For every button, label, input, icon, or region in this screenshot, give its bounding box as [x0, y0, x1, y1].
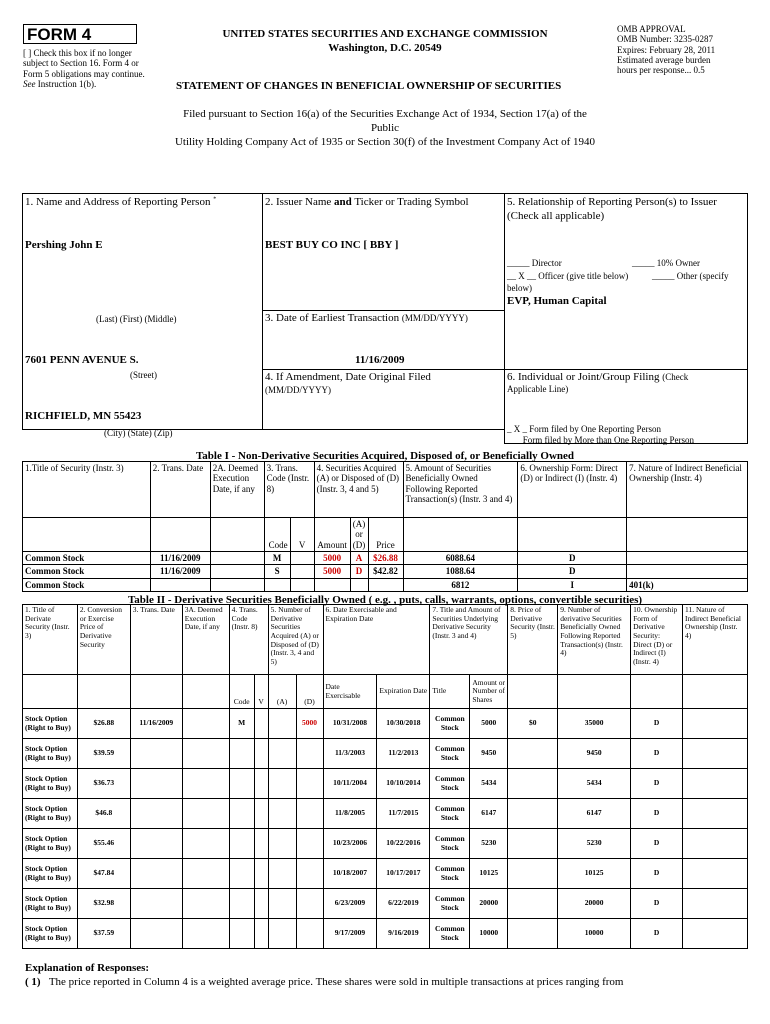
issuer-value: BEST BUY CO INC [ BBY ]	[265, 239, 399, 251]
t1-sub-amount: Amount	[314, 518, 350, 552]
street-label: (Street)	[130, 370, 157, 380]
t2-sub-code: Code	[229, 675, 254, 709]
t2-owned: 10000	[558, 919, 631, 949]
box-reporting-person	[22, 193, 263, 430]
t2-deemed	[182, 709, 229, 739]
t2-shares: 6147	[470, 799, 508, 829]
t2-underlying-title: Common Stock	[430, 709, 470, 739]
t2-a	[268, 739, 296, 769]
t2-price: $36.73	[77, 769, 130, 799]
agency-city: Washington, D.C. 20549	[328, 42, 442, 54]
t2-d	[296, 739, 323, 769]
table-row	[23, 919, 748, 949]
t2-v	[254, 859, 268, 889]
t2-date	[130, 739, 182, 769]
t2-code	[229, 889, 254, 919]
table-row	[23, 769, 748, 799]
officer-title: EVP, Human Capital	[507, 295, 607, 307]
t2-shares: 5434	[470, 769, 508, 799]
t2-price: $26.88	[77, 709, 130, 739]
director-checkbox[interactable]: _____ Director	[507, 258, 562, 268]
box2-label: 2. Issuer Name and Ticker or Trading Symbol	[265, 196, 469, 208]
t2-owned: 5230	[558, 829, 631, 859]
t2-sub-title: Title	[430, 675, 470, 709]
t2-d	[296, 859, 323, 889]
t2-date	[130, 799, 182, 829]
box4-label: 4. If Amendment, Date Original Filed	[265, 371, 431, 383]
omb-approval: OMB APPROVAL OMB Number: 3235-0287 Expires: February 28, 2011 Estimated average burden hours per response... 0.5	[617, 24, 716, 76]
t2-exercisable: 10/23/2006	[323, 829, 377, 859]
table-row	[23, 709, 748, 739]
t2-price: $39.59	[77, 739, 130, 769]
t2-d	[296, 799, 323, 829]
filed-pursuant: Filed pursuant to Section 16(a) of the Securities Exchange Act of 1934, Section 17(a) of the Public Utility Holding Company Act of 1935 or Section 30(f) of the Investment Company Act of 1940	[174, 108, 596, 148]
t2-h-exercisable: 6. Date Exercisable and Expiration Date	[323, 605, 430, 675]
t2-h-date: 3. Trans. Date	[130, 605, 182, 675]
t2-expiration: 10/10/2014	[377, 769, 430, 799]
t2-title: Stock Option (Right to Buy)	[23, 859, 78, 889]
t2-d: 5000	[296, 709, 323, 739]
t2-a	[268, 889, 296, 919]
t2-a	[268, 769, 296, 799]
t2-date	[130, 859, 182, 889]
t1-h-title: 1.Title of Security (Instr. 3)	[23, 462, 151, 518]
t1-h-amount: 5. Amount of Securities Beneficially Owned Following Reported Transaction(s) (Instr. 3 and 4)	[403, 462, 518, 518]
t2-expiration: 10/30/2018	[377, 709, 430, 739]
name-parts-label: (Last) (First) (Middle)	[96, 314, 177, 324]
t2-form: D	[631, 799, 683, 829]
t2-a	[268, 799, 296, 829]
t2-nature	[682, 739, 747, 769]
t2-v	[254, 799, 268, 829]
t1-h-form: 6. Ownership Form: Direct (D) or Indirect (I) (Instr. 4)	[518, 462, 627, 518]
t2-underlying-title: Common Stock	[430, 889, 470, 919]
box4-format: (MM/DD/YYYY)	[265, 385, 331, 395]
t2-owned: 5434	[558, 769, 631, 799]
t2-deemed	[182, 829, 229, 859]
t2-deemed	[182, 859, 229, 889]
t1-h-securities: 4. Securities Acquired (A) or Disposed of (D) (Instr. 3, 4 and 5)	[314, 462, 403, 518]
t2-nature	[682, 829, 747, 859]
t2-expiration: 6/22/2019	[377, 889, 430, 919]
table-row	[23, 829, 748, 859]
t2-underlying-title: Common Stock	[430, 919, 470, 949]
t2-underlying-title: Common Stock	[430, 829, 470, 859]
t2-deemed	[182, 739, 229, 769]
table1-title: Table I - Non-Derivative Securities Acquired, Disposed of, or Beneficially Owned	[195, 450, 575, 462]
t2-exercisable: 9/17/2009	[323, 919, 377, 949]
table2	[22, 604, 748, 949]
t2-underlying-title: Common Stock	[430, 769, 470, 799]
t2-owned: 35000	[558, 709, 631, 739]
multi-person-checkbox[interactable]: ___ Form filed by More than One Reporting Person	[507, 435, 694, 445]
t1-h-deemed: 2A. Deemed Execution Date, if any	[210, 462, 264, 518]
t2-d	[296, 889, 323, 919]
t2-v	[254, 889, 268, 919]
t2-title: Stock Option (Right to Buy)	[23, 739, 78, 769]
t2-deriv-price	[508, 859, 558, 889]
t2-form: D	[631, 889, 683, 919]
city-label: (City) (State) (Zip)	[104, 428, 173, 438]
t2-title: Stock Option (Right to Buy)	[23, 769, 78, 799]
t2-shares: 20000	[470, 889, 508, 919]
t2-h-price: 8. Price of Derivative Security (Instr. 5)	[508, 605, 558, 675]
table-row	[23, 889, 748, 919]
t1-sub-v: V	[290, 518, 314, 552]
t2-code	[229, 769, 254, 799]
t2-owned: 9450	[558, 739, 631, 769]
t2-price: $37.59	[77, 919, 130, 949]
t2-title: Stock Option (Right to Buy)	[23, 889, 78, 919]
t2-sub-shares: Amount or Number of Shares	[470, 675, 508, 709]
t2-date: 11/16/2009	[130, 709, 182, 739]
t2-expiration: 9/16/2019	[377, 919, 430, 949]
table-row	[23, 739, 748, 769]
officer-checkbox[interactable]: __ X __ Officer (give title below)	[507, 271, 629, 281]
t2-nature	[682, 889, 747, 919]
t1-sub-price: Price	[368, 518, 403, 552]
table-row: Common Stock 6812 I 401(k)	[23, 578, 748, 591]
t2-form: D	[631, 859, 683, 889]
t2-expiration: 11/2/2013	[377, 739, 430, 769]
t2-deemed	[182, 919, 229, 949]
reporting-person-name: Pershing John E	[25, 239, 103, 251]
t2-owned: 10125	[558, 859, 631, 889]
t2-exercisable: 11/3/2003	[323, 739, 377, 769]
t2-date	[130, 829, 182, 859]
t2-deriv-price	[508, 769, 558, 799]
t2-v	[254, 739, 268, 769]
table-row: Common Stock 11/16/2009 S 5000 D $42.82 1088.64 D	[23, 565, 748, 578]
t2-h-code: 4. Trans. Code (Instr. 8)	[229, 605, 268, 675]
t2-date	[130, 919, 182, 949]
t2-expiration: 10/22/2016	[377, 829, 430, 859]
t2-sub-expiration: Expiration Date	[377, 675, 430, 709]
agency-name: UNITED STATES SECURITIES AND EXCHANGE COMMISSION	[222, 28, 548, 40]
t2-a	[268, 709, 296, 739]
t2-form: D	[631, 769, 683, 799]
t2-deriv-price	[508, 829, 558, 859]
t2-v	[254, 769, 268, 799]
box6-label: 6. Individual or Joint/Group Filing (Check	[507, 371, 689, 383]
t2-title: Stock Option (Right to Buy)	[23, 799, 78, 829]
t2-shares: 10000	[470, 919, 508, 949]
t2-nature	[682, 799, 747, 829]
one-person-checkbox[interactable]: _ X _ Form filed by One Reporting Person	[507, 424, 661, 434]
t2-deriv-price	[508, 799, 558, 829]
t2-price: $47.84	[77, 859, 130, 889]
t2-price: $46.8	[77, 799, 130, 829]
t2-title: Stock Option (Right to Buy)	[23, 709, 78, 739]
t2-exercisable: 10/31/2008	[323, 709, 377, 739]
t2-form: D	[631, 919, 683, 949]
t2-nature	[682, 769, 747, 799]
t1-h-date: 2. Trans. Date	[150, 462, 210, 518]
t2-form: D	[631, 709, 683, 739]
t2-code	[229, 919, 254, 949]
t2-deriv-price	[508, 919, 558, 949]
t2-underlying-title: Common Stock	[430, 859, 470, 889]
table2-title: Table II - Derivative Securities Beneficially Owned ( e.g. , puts, calls, warrants, options, convertible securities)	[127, 594, 643, 606]
t2-deemed	[182, 799, 229, 829]
t2-deriv-price	[508, 739, 558, 769]
t2-d	[296, 829, 323, 859]
t2-underlying-title: Common Stock	[430, 799, 470, 829]
t2-shares: 5000	[470, 709, 508, 739]
t2-owned: 20000	[558, 889, 631, 919]
t2-form: D	[631, 739, 683, 769]
t2-exercisable: 11/8/2005	[323, 799, 377, 829]
t2-code	[229, 739, 254, 769]
t2-sub-d: (D)	[296, 675, 323, 709]
t2-exercisable: 10/18/2007	[323, 859, 377, 889]
table-row	[23, 859, 748, 889]
t2-deriv-price	[508, 889, 558, 919]
explanation-title: Explanation of Responses:	[25, 962, 150, 974]
t2-sub-a: (A)	[268, 675, 296, 709]
t2-v	[254, 829, 268, 859]
t1-sub-aord: (A) or (D)	[350, 518, 368, 552]
box6-label2: Applicable Line)	[507, 384, 569, 394]
t2-owned: 6147	[558, 799, 631, 829]
t2-h-conversion: 2. Conversion or Exercise Price of Derivative Security	[77, 605, 130, 675]
t1-sub-code: Code	[264, 518, 290, 552]
street-value: 7601 PENN AVENUE S.	[25, 354, 139, 366]
t1-h-nature: 7. Nature of Indirect Beneficial Ownership (Instr. 4)	[627, 462, 748, 518]
box3-label: 3. Date of Earliest Transaction (MM/DD/YYYY)	[265, 312, 468, 324]
t2-price: $32.98	[77, 889, 130, 919]
table-row: Common Stock 11/16/2009 M 5000 A $26.88 6088.64 D	[23, 552, 748, 565]
t2-h-form: 10. Ownership Form of Derivative Security: Direct (D) or Indirect (I) (Instr. 4)	[631, 605, 683, 675]
t2-d	[296, 919, 323, 949]
t2-v	[254, 709, 268, 739]
table-row	[23, 799, 748, 829]
t2-h-nature: 11. Nature of Indirect Beneficial Ownership (Instr. 4)	[682, 605, 747, 675]
t2-h-owned: 9. Number of derivative Securities Beneficially Owned Following Reported Transaction(s) (Instr. 4)	[558, 605, 631, 675]
other-checkbox[interactable]: _____ Other (specify	[652, 271, 729, 281]
t2-title: Stock Option (Right to Buy)	[23, 919, 78, 949]
t2-exercisable: 6/23/2009	[323, 889, 377, 919]
t2-shares: 9450	[470, 739, 508, 769]
footnote-1: ( 1) The price reported in Column 4 is a weighted average price. These shares were sold in multiple transactions at prices ranging from	[25, 976, 624, 988]
t2-price: $55.46	[77, 829, 130, 859]
box1-label: 1. Name and Address of Reporting Person *	[25, 196, 217, 208]
t2-a	[268, 829, 296, 859]
t2-exercisable: 10/11/2004	[323, 769, 377, 799]
t2-sub-v: V	[254, 675, 268, 709]
t2-form: D	[631, 829, 683, 859]
t2-v	[254, 919, 268, 949]
t2-code	[229, 859, 254, 889]
t2-code	[229, 799, 254, 829]
t2-a	[268, 919, 296, 949]
t2-expiration: 10/17/2017	[377, 859, 430, 889]
t2-shares: 5230	[470, 829, 508, 859]
form-title: FORM 4	[23, 24, 137, 44]
t2-nature	[682, 919, 747, 949]
t1-h-code: 3. Trans. Code (Instr. 8)	[264, 462, 314, 518]
t2-d	[296, 769, 323, 799]
t2-code: M	[229, 709, 254, 739]
t2-deemed	[182, 769, 229, 799]
t2-expiration: 11/7/2015	[377, 799, 430, 829]
t2-h-title: 1. Title of Derivate Security (Instr. 3)	[23, 605, 78, 675]
t2-h-underlying: 7. Title and Amount of Securities Underlying Derivative Security (Instr. 3 and 4)	[430, 605, 508, 675]
table1	[22, 461, 748, 592]
ten-percent-checkbox[interactable]: _____ 10% Owner	[632, 258, 700, 268]
t2-code	[229, 829, 254, 859]
below-label: below)	[507, 283, 532, 293]
t2-date	[130, 769, 182, 799]
t2-nature	[682, 709, 747, 739]
t2-title: Stock Option (Right to Buy)	[23, 829, 78, 859]
t2-nature	[682, 859, 747, 889]
earliest-transaction-date: 11/16/2009	[355, 354, 405, 366]
box5-label: 5. Relationship of Reporting Person(s) to Issuer (Check all applicable)	[507, 196, 717, 222]
city-value: RICHFIELD, MN 55423	[25, 410, 142, 422]
t2-h-number: 5. Number of Derivative Securities Acquired (A) or Disposed of (D) (Instr. 3, 4 and 5)	[268, 605, 323, 675]
statement-title: STATEMENT OF CHANGES IN BENEFICIAL OWNERSHIP OF SECURITIES	[176, 80, 562, 92]
t2-sub-exercisable: Date Exercisable	[323, 675, 377, 709]
t2-deemed	[182, 889, 229, 919]
t2-h-deemed: 3A. Deemed Execution Date, if any	[182, 605, 229, 675]
t2-deriv-price: $0	[508, 709, 558, 739]
t2-a	[268, 859, 296, 889]
t2-shares: 10125	[470, 859, 508, 889]
t2-date	[130, 889, 182, 919]
t2-underlying-title: Common Stock	[430, 739, 470, 769]
checkbox-note[interactable]: [ ] Check this box if no longer subject to Section 16. Form 4 or Form 5 obligations may continue. See Instruction 1(b).	[23, 48, 145, 90]
